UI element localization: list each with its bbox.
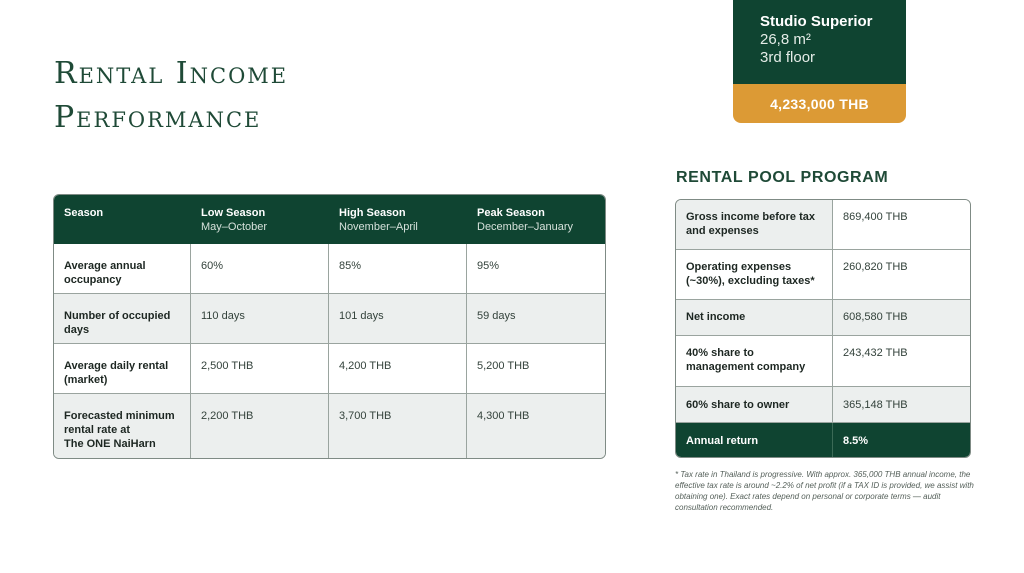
pool-value-gross-income: 869,400 THB [833,200,971,250]
pool-label-operating-expenses: Operating expenses (~30%), excluding taxes* [676,250,833,300]
unit-info [733,0,906,84]
peak-season-header [467,195,606,244]
unit-price-badge: 4,233,000 THB [733,84,906,123]
forecast-label-line-2: rental rate at [64,424,131,436]
season-header-cell [54,195,191,244]
annual-return-label: Annual return [686,435,759,447]
high-season-months: November–April [339,221,418,233]
row-label-forecasted-rate [54,394,191,459]
unit-name: Studio Superior [760,13,873,30]
row-label-daily-rental: Average daily rental (market) [54,344,191,394]
high-season-name: High Season [339,207,406,219]
table-cell: 101 days [329,294,467,344]
pool-value-management-share: 243,432 THB [833,336,971,387]
table-cell: 2,200 THB [191,394,329,459]
annual-return-value: 8.5% [843,435,869,447]
pool-label-management-share: 40% share to management company [676,336,833,387]
row-label-occupancy: Average annual occupancy [54,244,191,294]
rental-pool-table [675,199,971,458]
pool-label-owner-share: 60% share to owner [676,387,833,423]
low-season-months: May–October [201,221,268,233]
tax-footnote: * Tax rate in Thailand is progressive. With approx. 365,000 THB annual income, the effective tax rate is around ~2.2% of net profit (if a TAX ID is provided, we assist with obtaining one). Exact rates depend on personal or corporate terms — audit consultation recommended. [675,470,974,512]
table-cell: 4,300 THB [467,394,606,459]
unit-area: 26,8 m² [760,31,811,48]
table-cell: 85% [329,244,467,294]
high-season-header [329,195,467,244]
page-title-line-2: Performance [54,100,262,135]
pool-label-gross-income: Gross income before tax and expenses [676,200,833,250]
table-cell: 110 days [191,294,329,344]
table-cell: 5,200 THB [467,344,606,394]
table-cell: 3,700 THB [329,394,467,459]
table-cell: 59 days [467,294,606,344]
page-title [54,52,288,140]
season-table [53,194,606,459]
page-title-line-1: Rental Income [54,56,289,91]
pool-label-net-income: Net income [676,300,833,336]
low-season-header [191,195,329,244]
season-corner-header: Season [64,207,104,219]
table-cell: 60% [191,244,329,294]
forecast-label-line-1: Forecasted minimum [64,410,175,422]
rental-pool-heading: RENTAL POOL PROGRAM [676,169,889,186]
table-cell: 95% [467,244,606,294]
unit-card [733,0,906,123]
pool-value-annual-return [833,423,971,458]
peak-season-months: December–January [477,221,573,233]
low-season-name: Low Season [201,207,266,219]
row-label-occupied-days: Number of occupied days [54,294,191,344]
table-cell: 2,500 THB [191,344,329,394]
pool-label-annual-return [676,423,833,458]
pool-value-net-income: 608,580 THB [833,300,971,336]
table-cell: 4,200 THB [329,344,467,394]
pool-value-operating-expenses: 260,820 THB [833,250,971,300]
forecast-label-line-3: The ONE NaiHarn [64,438,156,450]
peak-season-name: Peak Season [477,207,545,219]
pool-value-owner-share: 365,148 THB [833,387,971,423]
unit-floor: 3rd floor [760,49,816,66]
